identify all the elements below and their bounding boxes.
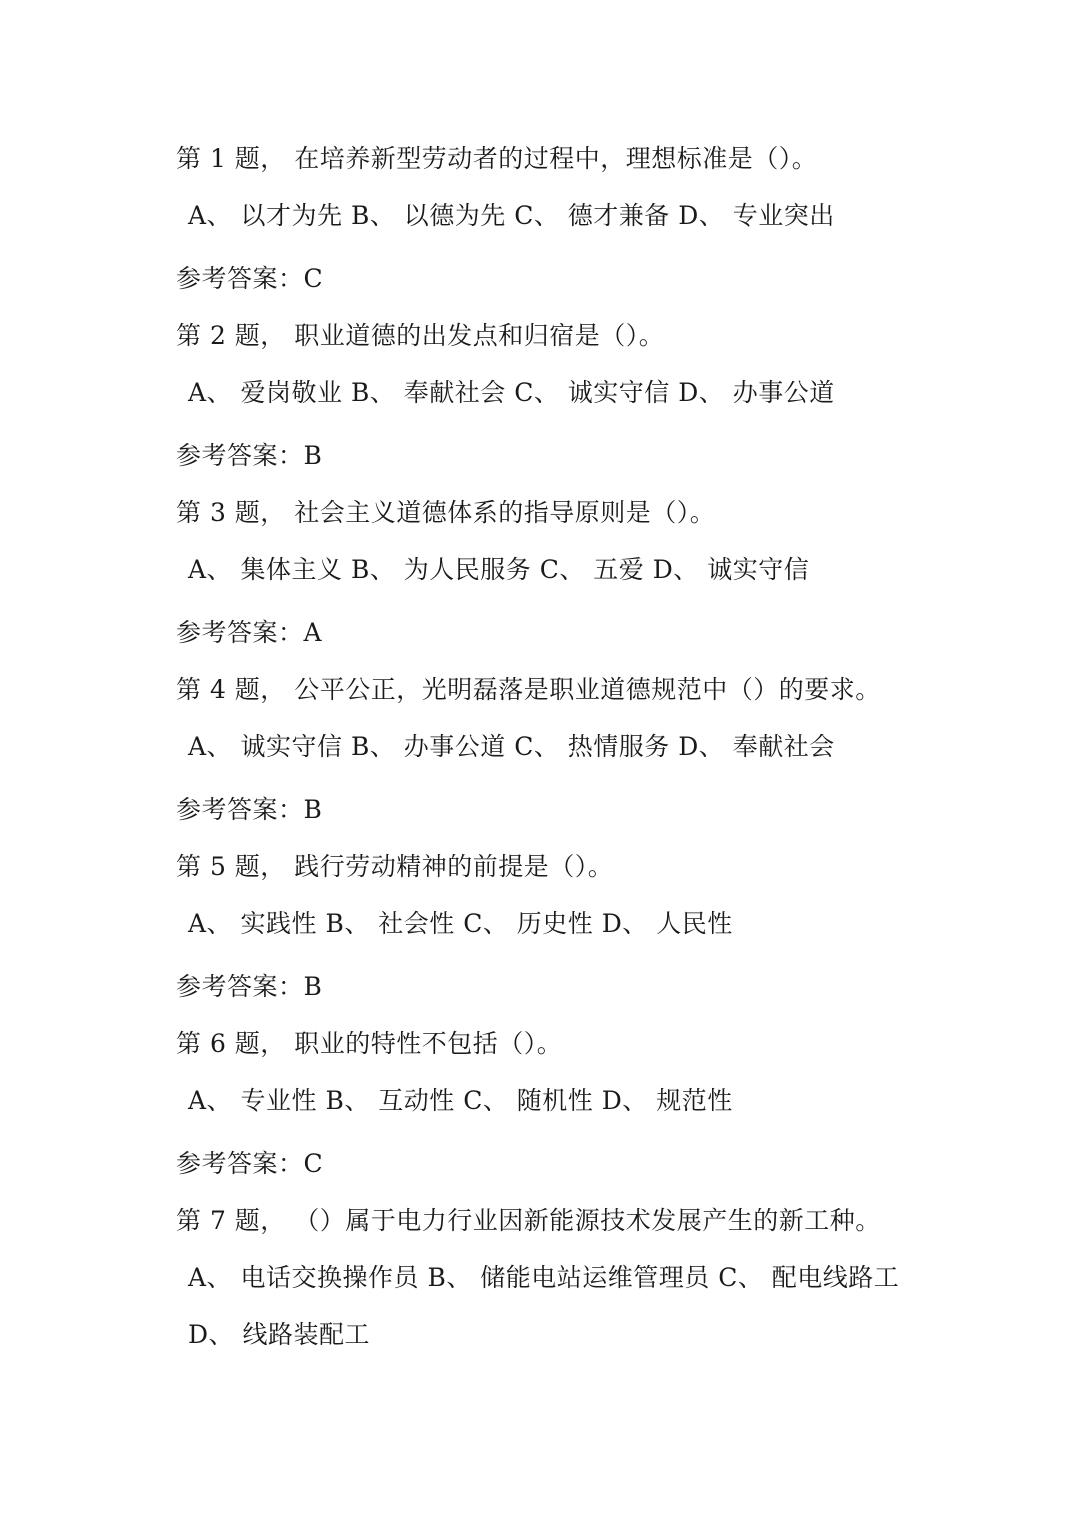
question-7-text: 第 7 题， （）属于电力行业因新能源技术发展产生的新工种。 <box>176 1206 881 1235</box>
question-2-text: 第 2 题， 职业道德的出发点和归宿是（）。 <box>176 321 665 350</box>
question-5-answer: 参考答案：B <box>176 972 323 1001</box>
question-1-answer: 参考答案：C <box>176 264 324 293</box>
question-1-options: A、 以才为先 B、 以德为先 C、 德才兼备 D、 专业突出 <box>188 201 835 230</box>
question-4-answer: 参考答案：B <box>176 795 323 824</box>
question-7-options: A、 电话交换操作员 B、 储能电站运维管理员 C、 配电线路工 <box>188 1263 900 1292</box>
question-3-text: 第 3 题， 社会主义道德体系的指导原则是（）。 <box>176 498 716 527</box>
question-6-text: 第 6 题， 职业的特性不包括（）。 <box>176 1029 563 1058</box>
question-4-text: 第 4 题， 公平公正，光明磊落是职业道德规范中（）的要求。 <box>176 675 881 704</box>
question-3-answer: 参考答案：A <box>176 618 323 647</box>
question-2-answer: 参考答案：B <box>176 441 323 470</box>
question-6-options: A、 专业性 B、 互动性 C、 随机性 D、 规范性 <box>188 1086 733 1115</box>
question-1-text: 第 1 题， 在培养新型劳动者的过程中，理想标准是（）。 <box>176 144 818 173</box>
question-4-options: A、 诚实守信 B、 办事公道 C、 热情服务 D、 奉献社会 <box>188 732 835 761</box>
question-5-text: 第 5 题， 践行劳动精神的前提是（）。 <box>176 852 614 881</box>
question-5-options: A、 实践性 B、 社会性 C、 历史性 D、 人民性 <box>188 909 733 938</box>
question-7-options-continued: D、 线路装配工 <box>188 1320 370 1349</box>
question-6-answer: 参考答案：C <box>176 1149 324 1178</box>
question-3-options: A、 集体主义 B、 为人民服务 C、 五爱 D、 诚实守信 <box>188 555 810 584</box>
question-2-options: A、 爱岗敬业 B、 奉献社会 C、 诚实守信 D、 办事公道 <box>188 378 835 407</box>
